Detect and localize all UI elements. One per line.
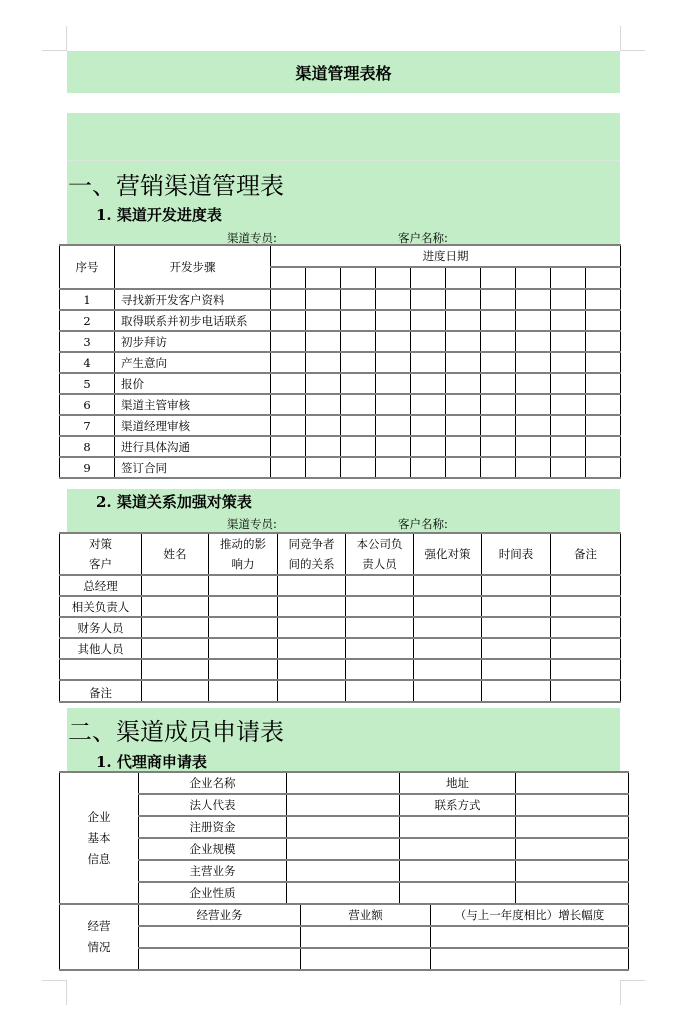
input-cell[interactable] <box>346 659 414 680</box>
input-cell[interactable] <box>414 575 482 596</box>
header-line: 同竞争者 <box>288 537 335 551</box>
input-cell[interactable] <box>142 638 209 659</box>
table-row <box>60 659 621 680</box>
date-cell[interactable] <box>306 436 341 457</box>
input-cell[interactable] <box>278 575 346 596</box>
date-cell[interactable] <box>481 267 516 289</box>
table-row <box>60 816 629 838</box>
header-influence <box>209 533 278 575</box>
date-cell[interactable] <box>586 394 621 415</box>
input-cell[interactable] <box>414 638 482 659</box>
label-line: 基本 <box>87 830 111 845</box>
date-cell[interactable] <box>516 436 551 457</box>
table-row <box>60 310 621 331</box>
development-progress-table <box>59 244 621 479</box>
date-cell[interactable] <box>551 331 586 352</box>
date-cell[interactable] <box>586 415 621 436</box>
date-cell[interactable] <box>551 310 586 331</box>
date-cell[interactable] <box>376 436 411 457</box>
label-line: 企业 <box>87 809 111 824</box>
input-cell[interactable] <box>516 794 629 816</box>
date-cell[interactable] <box>271 310 306 331</box>
date-cell[interactable] <box>446 310 481 331</box>
label-line: 经营 <box>87 919 111 933</box>
relationship-strategy-table <box>59 532 621 703</box>
step-cell: 取得联系并初步电话联系 <box>115 310 271 331</box>
header-line: 对策 <box>89 537 112 551</box>
date-cell[interactable] <box>586 331 621 352</box>
step-cell: 产生意向 <box>115 352 271 373</box>
date-cell[interactable] <box>271 289 306 310</box>
date-cell[interactable] <box>306 373 341 394</box>
date-cell[interactable] <box>341 331 376 352</box>
row-label <box>60 659 142 680</box>
header-company-staff <box>346 533 414 575</box>
date-cell[interactable] <box>306 310 341 331</box>
client-name-label: 客户名称: <box>398 231 448 245</box>
date-cell[interactable] <box>341 457 376 478</box>
date-cell[interactable] <box>446 373 481 394</box>
date-cell[interactable] <box>271 352 306 373</box>
field-label: 企业性质 <box>139 882 287 904</box>
date-cell[interactable] <box>516 310 551 331</box>
date-cell[interactable] <box>551 289 586 310</box>
date-cell[interactable] <box>481 415 516 436</box>
seq-cell: 9 <box>60 457 115 478</box>
date-cell[interactable] <box>341 373 376 394</box>
date-cell[interactable] <box>446 436 481 457</box>
date-cell[interactable] <box>586 457 621 478</box>
input-cell[interactable] <box>278 596 346 617</box>
date-cell[interactable] <box>271 436 306 457</box>
step-cell: 进行具体沟通 <box>115 436 271 457</box>
header-line: 间的关系 <box>288 557 335 571</box>
label-line: 情况 <box>87 940 111 954</box>
agent-application-table <box>59 771 629 905</box>
field-label[interactable] <box>400 860 516 882</box>
input-cell[interactable] <box>346 617 414 638</box>
page-corner-mark <box>620 26 645 51</box>
date-cell[interactable] <box>446 415 481 436</box>
input-cell[interactable] <box>139 926 301 948</box>
date-cell[interactable] <box>341 394 376 415</box>
date-cell[interactable] <box>586 436 621 457</box>
date-cell[interactable] <box>341 436 376 457</box>
input-cell[interactable] <box>431 948 629 970</box>
input-cell[interactable] <box>414 659 482 680</box>
field-label[interactable] <box>400 838 516 860</box>
step-cell: 寻找新开发客户资料 <box>115 289 271 310</box>
input-cell[interactable] <box>414 596 482 617</box>
date-cell[interactable] <box>341 267 376 289</box>
date-cell[interactable] <box>411 310 446 331</box>
input-cell[interactable] <box>551 617 621 638</box>
row-label: 财务人员 <box>60 617 142 638</box>
field-label: 联系方式 <box>400 794 516 816</box>
date-cell[interactable] <box>481 289 516 310</box>
header-seq: 序号 <box>60 245 115 289</box>
field-label: 主营业务 <box>139 860 287 882</box>
input-cell[interactable] <box>278 680 346 702</box>
input-cell[interactable] <box>346 575 414 596</box>
table-row <box>60 638 621 659</box>
date-cell[interactable] <box>306 267 341 289</box>
date-cell[interactable] <box>411 457 446 478</box>
table-row <box>60 860 629 882</box>
input-cell[interactable] <box>482 617 551 638</box>
date-cell[interactable] <box>306 331 341 352</box>
operations-label <box>60 904 139 970</box>
input-cell[interactable] <box>516 882 629 904</box>
field-label: 法人代表 <box>139 794 287 816</box>
header-name: 姓名 <box>142 533 209 575</box>
field-label[interactable] <box>400 882 516 904</box>
date-cell[interactable] <box>411 352 446 373</box>
date-cell[interactable] <box>306 415 341 436</box>
date-cell[interactable] <box>516 415 551 436</box>
table-row <box>60 457 621 478</box>
date-cell[interactable] <box>481 436 516 457</box>
date-cell[interactable] <box>271 415 306 436</box>
label-line: 信息 <box>87 851 111 866</box>
date-cell[interactable] <box>481 457 516 478</box>
header-progress-date: 进度日期 <box>271 245 621 267</box>
band-divider <box>67 160 620 161</box>
header-schedule: 时间表 <box>482 533 551 575</box>
date-cell[interactable] <box>411 373 446 394</box>
header-line: 本公司负 <box>356 537 403 551</box>
input-cell[interactable] <box>301 926 431 948</box>
date-cell[interactable] <box>481 394 516 415</box>
input-cell[interactable] <box>142 659 209 680</box>
table-row <box>60 289 621 310</box>
date-cell[interactable] <box>516 352 551 373</box>
date-cell[interactable] <box>586 289 621 310</box>
table-row <box>60 331 621 352</box>
date-cell[interactable] <box>446 457 481 478</box>
input-cell[interactable] <box>414 680 482 702</box>
date-cell[interactable] <box>411 415 446 436</box>
date-cell[interactable] <box>376 289 411 310</box>
seq-cell: 8 <box>60 436 115 457</box>
date-cell[interactable] <box>341 310 376 331</box>
date-cell[interactable] <box>376 415 411 436</box>
date-cell[interactable] <box>411 289 446 310</box>
input-cell[interactable] <box>301 948 431 970</box>
date-cell[interactable] <box>376 373 411 394</box>
input-cell[interactable] <box>209 680 278 702</box>
input-cell[interactable] <box>482 638 551 659</box>
step-cell: 初步拜访 <box>115 331 271 352</box>
input-cell[interactable] <box>142 596 209 617</box>
input-cell[interactable] <box>551 659 621 680</box>
date-cell[interactable] <box>481 373 516 394</box>
row-label: 相关负责人 <box>60 596 142 617</box>
client-name-label: 客户名称: <box>398 517 448 531</box>
section2-sub1-heading: 1. 代理商申请表 <box>96 753 207 771</box>
header-remarks: 备注 <box>551 533 621 575</box>
input-cell[interactable] <box>551 638 621 659</box>
date-cell[interactable] <box>516 373 551 394</box>
input-cell[interactable] <box>551 680 621 702</box>
header-strategy-client <box>60 533 142 575</box>
date-cell[interactable] <box>551 373 586 394</box>
header-business: 经营业务 <box>139 904 301 926</box>
date-cell[interactable] <box>306 352 341 373</box>
input-cell[interactable] <box>516 772 629 794</box>
date-cell[interactable] <box>586 373 621 394</box>
header-revenue: 营业额 <box>301 904 431 926</box>
input-cell[interactable] <box>142 680 209 702</box>
step-cell: 渠道经理审核 <box>115 415 271 436</box>
date-cell[interactable] <box>411 436 446 457</box>
input-cell[interactable] <box>516 816 629 838</box>
date-cell[interactable] <box>271 394 306 415</box>
input-cell[interactable] <box>482 575 551 596</box>
field-label: 地址 <box>400 772 516 794</box>
table-row <box>60 948 629 970</box>
step-cell: 签订合同 <box>115 457 271 478</box>
input-cell[interactable] <box>209 575 278 596</box>
date-cell[interactable] <box>586 267 621 289</box>
table-row <box>60 926 629 948</box>
step-cell: 渠道主管审核 <box>115 394 271 415</box>
date-cell[interactable] <box>341 415 376 436</box>
date-cell[interactable] <box>551 457 586 478</box>
section1-heading: 一、营销渠道管理表 <box>68 172 284 200</box>
table-row <box>60 794 629 816</box>
input-cell[interactable] <box>482 659 551 680</box>
date-cell[interactable] <box>376 331 411 352</box>
date-cell[interactable] <box>376 310 411 331</box>
seq-cell: 4 <box>60 352 115 373</box>
date-cell[interactable] <box>586 310 621 331</box>
table-row <box>60 373 621 394</box>
table-row <box>60 415 621 436</box>
input-cell[interactable] <box>516 860 629 882</box>
input-cell[interactable] <box>287 860 400 882</box>
channel-rep-label: 渠道专员: <box>227 517 277 531</box>
section1-sub1-heading: 1. 渠道开发进度表 <box>96 206 222 224</box>
date-cell[interactable] <box>516 331 551 352</box>
input-cell[interactable] <box>346 596 414 617</box>
input-cell[interactable] <box>551 575 621 596</box>
input-cell[interactable] <box>209 638 278 659</box>
date-cell[interactable] <box>271 457 306 478</box>
input-cell[interactable] <box>516 838 629 860</box>
date-cell[interactable] <box>271 373 306 394</box>
operations-table <box>59 903 629 971</box>
date-cell[interactable] <box>411 267 446 289</box>
input-cell[interactable] <box>278 659 346 680</box>
table-row <box>60 617 621 638</box>
date-cell[interactable] <box>306 394 341 415</box>
date-cell[interactable] <box>376 267 411 289</box>
input-cell[interactable] <box>551 596 621 617</box>
date-cell[interactable] <box>446 331 481 352</box>
date-cell[interactable] <box>376 457 411 478</box>
date-cell[interactable] <box>551 436 586 457</box>
header-step: 开发步骤 <box>115 245 271 289</box>
date-cell[interactable] <box>551 267 586 289</box>
input-cell[interactable] <box>482 680 551 702</box>
date-cell[interactable] <box>376 352 411 373</box>
header-line: 推动的影 <box>220 537 266 551</box>
section2-heading: 二、渠道成员申请表 <box>68 718 284 746</box>
seq-cell: 5 <box>60 373 115 394</box>
date-cell[interactable] <box>516 457 551 478</box>
seq-cell: 3 <box>60 331 115 352</box>
row-label: 其他人员 <box>60 638 142 659</box>
row-label: 备注 <box>60 680 142 702</box>
field-label: 企业规模 <box>139 838 287 860</box>
page-corner-mark <box>620 980 645 1005</box>
channel-rep-label: 渠道专员: <box>227 231 277 245</box>
table-row <box>60 680 621 702</box>
header-competitor-relation <box>278 533 346 575</box>
input-cell[interactable] <box>142 575 209 596</box>
input-cell[interactable] <box>139 948 301 970</box>
input-cell[interactable] <box>209 617 278 638</box>
table-row <box>60 596 621 617</box>
date-cell[interactable] <box>551 394 586 415</box>
date-cell[interactable] <box>446 267 481 289</box>
table-row <box>60 882 629 904</box>
input-cell[interactable] <box>431 926 629 948</box>
date-cell[interactable] <box>516 289 551 310</box>
input-cell[interactable] <box>209 659 278 680</box>
date-cell[interactable] <box>306 289 341 310</box>
seq-cell: 6 <box>60 394 115 415</box>
page-corner-mark <box>42 980 67 1005</box>
input-cell[interactable] <box>287 794 400 816</box>
date-cell[interactable] <box>481 352 516 373</box>
date-cell[interactable] <box>271 331 306 352</box>
table-row <box>60 394 621 415</box>
input-cell[interactable] <box>346 680 414 702</box>
input-cell[interactable] <box>278 638 346 659</box>
date-cell[interactable] <box>516 267 551 289</box>
header-line: 客户 <box>89 557 112 571</box>
input-cell[interactable] <box>414 617 482 638</box>
basic-info-label <box>60 772 139 904</box>
date-cell[interactable] <box>481 310 516 331</box>
seq-cell: 2 <box>60 310 115 331</box>
date-cell[interactable] <box>306 457 341 478</box>
table-row <box>60 575 621 596</box>
date-cell[interactable] <box>551 352 586 373</box>
input-cell[interactable] <box>142 617 209 638</box>
document-title: 渠道管理表格 <box>295 64 392 83</box>
input-cell[interactable] <box>287 838 400 860</box>
date-cell[interactable] <box>271 267 306 289</box>
header-growth: （与上一年度相比）增长幅度 <box>431 904 629 926</box>
date-cell[interactable] <box>411 331 446 352</box>
input-cell[interactable] <box>287 816 400 838</box>
table-row <box>60 352 621 373</box>
seq-cell: 1 <box>60 289 115 310</box>
input-cell[interactable] <box>482 596 551 617</box>
table-row <box>60 436 621 457</box>
header-line: 责人员 <box>362 557 397 571</box>
field-label: 企业名称 <box>139 772 287 794</box>
field-label[interactable] <box>400 816 516 838</box>
input-cell[interactable] <box>209 596 278 617</box>
header-line: 响力 <box>231 557 255 571</box>
date-cell[interactable] <box>481 331 516 352</box>
input-cell[interactable] <box>278 617 346 638</box>
table-row <box>60 904 629 926</box>
page-corner-mark <box>42 26 67 51</box>
date-cell[interactable] <box>446 394 481 415</box>
date-cell[interactable] <box>446 289 481 310</box>
input-cell[interactable] <box>287 882 400 904</box>
input-cell[interactable] <box>346 638 414 659</box>
table-row <box>60 838 629 860</box>
date-cell[interactable] <box>446 352 481 373</box>
date-cell[interactable] <box>341 352 376 373</box>
section1-sub2-heading: 2. 渠道关系加强对策表 <box>96 493 252 511</box>
date-cell[interactable] <box>516 394 551 415</box>
field-label: 注册资金 <box>139 816 287 838</box>
date-cell[interactable] <box>341 289 376 310</box>
date-cell[interactable] <box>551 415 586 436</box>
table-row <box>60 772 629 794</box>
date-cell[interactable] <box>411 394 446 415</box>
header-strengthen-strategy: 强化对策 <box>414 533 482 575</box>
date-cell[interactable] <box>586 352 621 373</box>
seq-cell: 7 <box>60 415 115 436</box>
step-cell: 报价 <box>115 373 271 394</box>
input-cell[interactable] <box>287 772 400 794</box>
date-cell[interactable] <box>376 394 411 415</box>
row-label: 总经理 <box>60 575 142 596</box>
